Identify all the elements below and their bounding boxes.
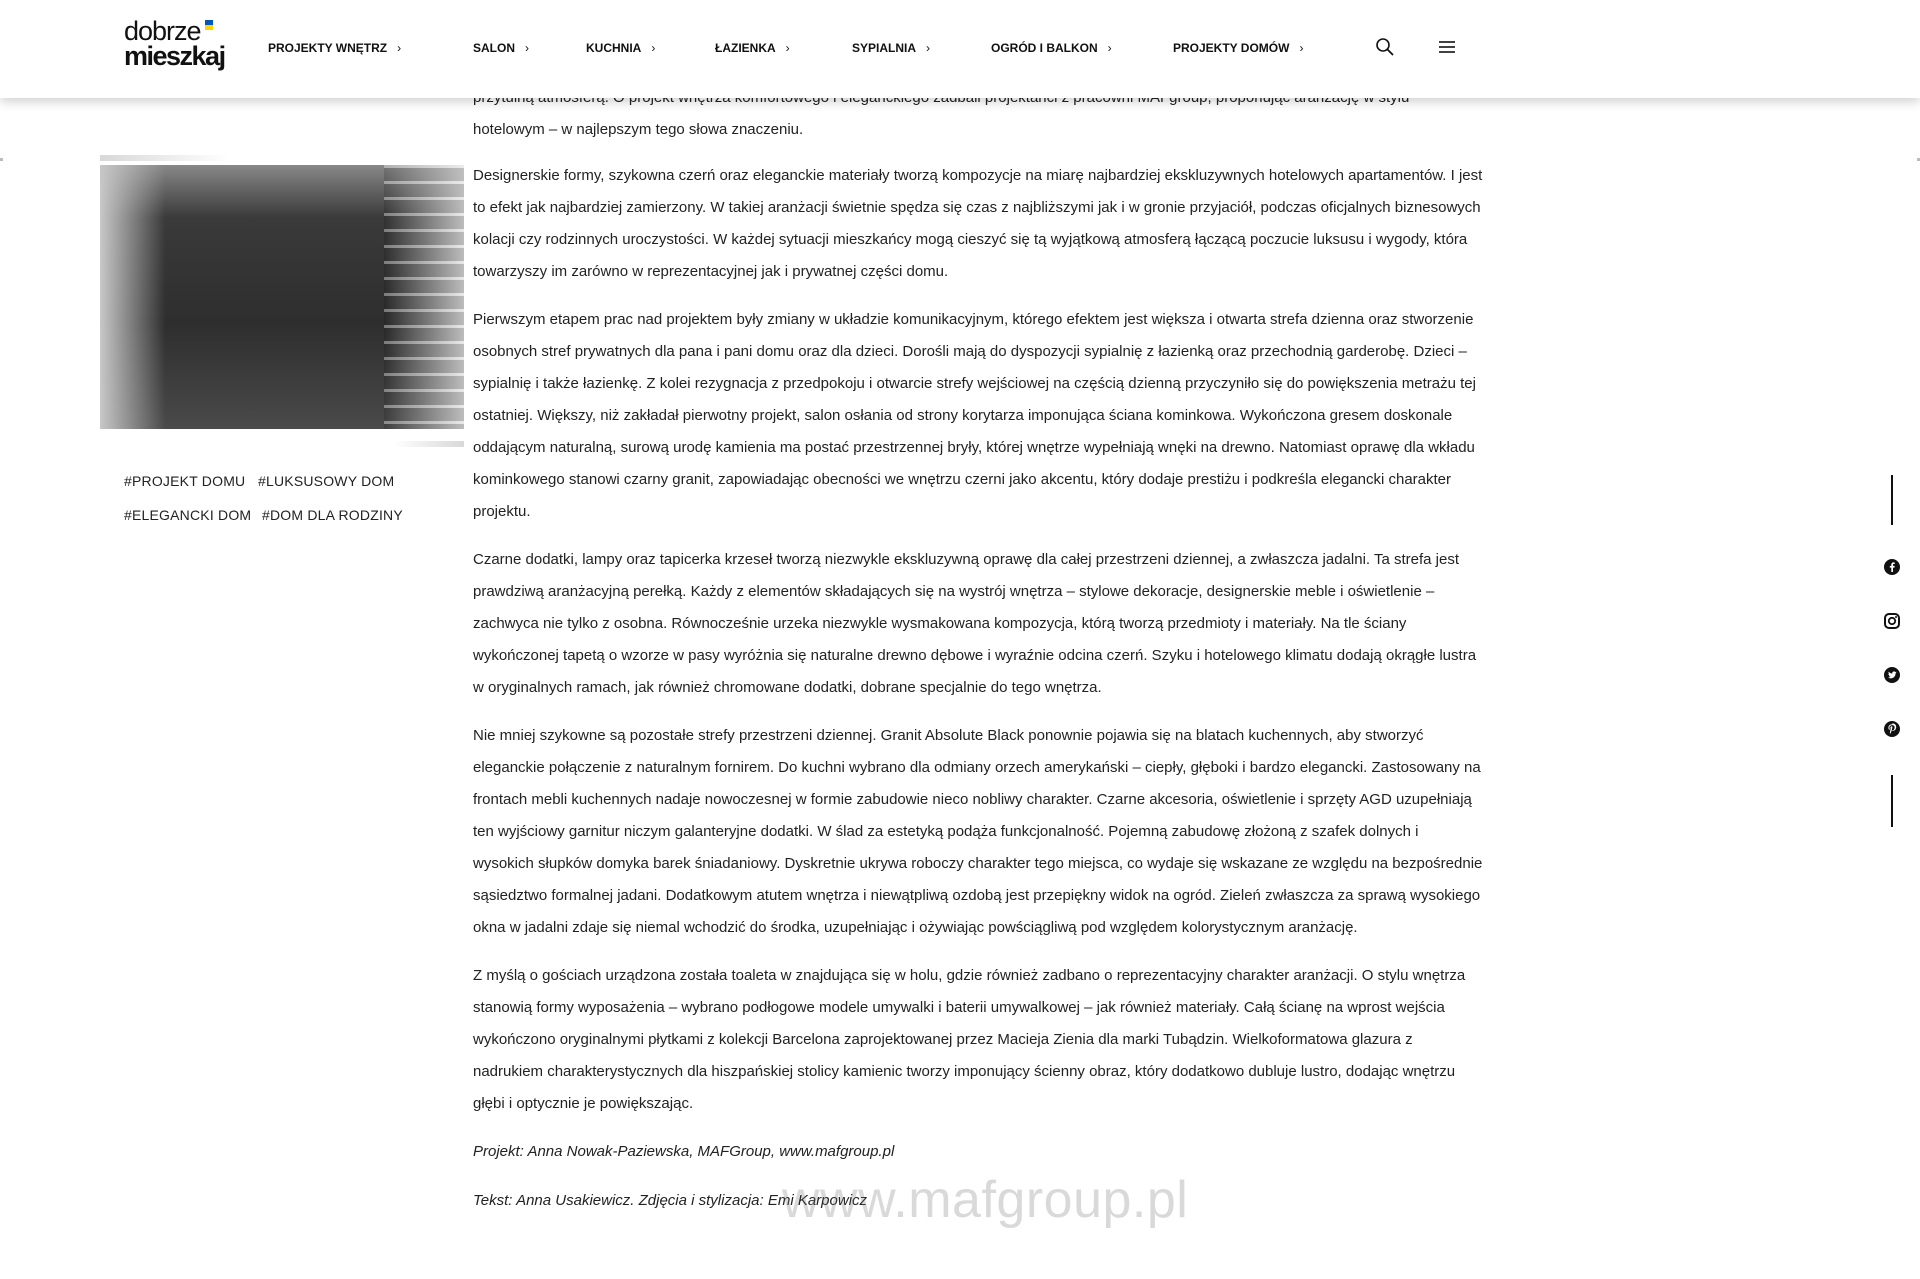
nav-label: PROJEKTY DOMÓW (1173, 41, 1290, 55)
image-striped-wallpaper (384, 165, 464, 429)
facebook-icon[interactable] (1883, 558, 1901, 576)
credit-text: Tekst: Anna Usakiewicz. Zdjęcia i stylizacja: Emi Karpowicz (473, 1192, 868, 1209)
nav-salon[interactable] (473, 38, 529, 58)
logo-line-2: mieszkaj (124, 41, 225, 71)
nav-label: OGRÓD I BALKON (991, 41, 1098, 55)
chevron-right-icon: › (926, 41, 931, 55)
article-paragraph: Pierwszym etapem prac nad projektem były zmiany w układzie komunikacyjnym, którego efektem jest większa i otwarta strefa dzienna oraz stworzenie osobnych stref prywatnych dla pana i pani domu oraz dla dzieci. Dorośli mają do dyspozycji sypialnię z łazienką oraz przechodnią garderobę. Dzieci – sypialnię i także łazienkę. Z kolei rezygnacja z przedpokoju i otwarcie strefy wejściowej na częścią dzienną przyczyniło się do powiększenia metrażu tej ostatniej. Większy, niż zakładał pierwotny projekt, salon osłania od strony korytarza imponująca ściana kominkowa. Wykończona gresem doskonale oddającym naturalną, surową urodę kamienia ma postać przestrzennej bryły, której wnętrze wypełniają wnęki na drewno. Natomiast oprawę dla wkładu kominkowego stanowi czarny granit, zapowiadając obecności we wnętrzu czerni jako akcentu, który dodaje prestiżu i podkreśla elegancki charakter projektu. (473, 311, 1476, 520)
search-icon[interactable] (1374, 36, 1396, 58)
social-rail-line-bottom (1891, 775, 1893, 827)
article-paragraph-top: hotelowym – w najlepszym tego słowa znaczeniu. (473, 121, 804, 138)
article-paragraph: Designerskie formy, szykowna czerń oraz eleganckie materiały tworzą kompozycje na miarę najbardziej ekskluzywnych hotelowych apartamentów. I jest to efekt jak najbardziej zamierzony. W takiej aranżacji świetnie spędza się czas z najbliższymi jak i w gronie przyjaciół, podczas oficjalnych biznesowych kolacji czy rodzinnych uroczystości. W każdej sytuacji mieszkańcy mogą cieszyć się tą wyjątkową atmosferą łączącą poczucie luksusu i wygody, która towarzyszy im zarówno w reprezentacyjnej jak i prywatnej części domu. (473, 167, 1483, 280)
pinterest-icon[interactable] (1883, 720, 1901, 738)
nav-kuchnia[interactable] (586, 38, 655, 58)
article-paragraph: Nie mniej szykowne są pozostałe strefy przestrzeni dziennej. Granit Absolute Black ponownie pojawia się na blatach kuchennych, aby stworzyć eleganckie połączenie z naturalnym fornirem. Do kuchni wybrano dla odmiany orzech amerykański – ciepły, głęboki i bardzo elegancki. Zastosowany na frontach mebli kuchennych nadaje nowoczesnej w formie zabudowie nieco nobliwy charakter. Czarne akcesoria, oświetlenie i sprzęty AGD uzupełniają ten wyjściowy garnitur niczym galanteryjne dodatki. W ślad za estetyką podąża funkcjonalność. Pojemną zabudowę złożoną z szafek dolnych i wysokich słupków domyka barek śniadaniowy. Dyskretnie ukrywa roboczy charakter tego miejsca, co wydaje się wskazane ze względu na bezpośrednie sąsiedztwo formalnej jadani. Dodatkowym atutem wnętrza i niewątpliwą ozdobą jest przepiękny widok na ogród. Zieleń zwłaszcza za sprawą wysokiego okna w jadalni zdaje się niemal wchodzić do środka, uzupełniając i ożywiając powściągliwą pod względem kolorystycznym aranżację. (473, 727, 1483, 936)
nav-projekty-domow[interactable] (1173, 38, 1303, 58)
logo-line-1: dobrze (124, 16, 201, 46)
social-rail-line-top (1891, 475, 1893, 525)
chevron-right-icon: › (785, 41, 790, 55)
nav-projekty-wnetrz[interactable] (268, 38, 401, 58)
chevron-right-icon: › (651, 41, 656, 55)
chevron-right-icon: › (1299, 41, 1304, 55)
tag-elegancki-dom[interactable]: #ELEGANCKI DOM (124, 507, 252, 523)
tag-projekt-domu[interactable]: #PROJEKT DOMU (124, 473, 246, 489)
nav-label: ŁAZIENKA (715, 41, 776, 55)
hamburger-menu-icon[interactable] (1436, 36, 1458, 58)
site-logo[interactable] (124, 16, 225, 72)
edge-marker-left (0, 158, 3, 161)
article-paragraph: Z myślą o gościach urządzona została toaleta w znajdująca się w holu, gdzie również zadbano o reprezentacyjny charakter aranżacji. O stylu wnętrza stanowią formy wyposażenia – wybrano podłogowe modele umywalki i baterii umywalkowej – jak również materiały. Całą ścianę na wprost wejścia wykończono oryginalnymi płytkami z kolekcji Barcelona zaprojektowanej przez Macieja Zienia dla marki Tubądzin. Wielkoformatowa glazura z nadrukiem charakterystycznych dla hiszpańskiej stolicy kamienic tworzy imponujący ścienny obraz, który dodatkowo dubluje lustro, dodając wnętrzu głębi i optycznie je powiększając. (473, 967, 1466, 1112)
article-image[interactable] (100, 155, 464, 445)
twitter-icon[interactable] (1883, 666, 1901, 684)
nav-label: SYPIALNIA (852, 41, 917, 55)
nav-label: SALON (473, 41, 515, 55)
article-paragraph: Czarne dodatki, lampy oraz tapicerka krzeseł tworzą niezwykle ekskluzywną oprawę dla całej przestrzeni dziennej, a zwłaszcza jadalni. Ta strefa jest prawdziwą aranżacyjną perełką. Każdy z elementów składających się na wystrój wnętrza – stylowe dekoracje, designerskie meble i oświetlenie – zachwyca nie tylko z osobna. Równocześnie urzeka niezwykle wysmakowana kompozycja, którą tworzą przedmioty i materiały. Na tle ściany wykończonej tapetą o wzorze w pasy wyróżnia się naturalne drewno dębowe i wyraźnie odcina czerń. Szyku i hotelowego klimatu dodają okrągłe lustra w oryginalnych ramach, jak również chromowane dodatki, dobrane specjalnie do tego wnętrza. (473, 551, 1477, 696)
chevron-right-icon: › (1107, 41, 1112, 55)
credit-project: Projekt: Anna Nowak-Paziewska, MAFGroup, www.mafgroup.pl (473, 1143, 895, 1160)
article-body (473, 160, 1483, 1234)
tag-luksusowy-dom[interactable]: #LUKSUSOWY DOM (258, 473, 395, 489)
chevron-right-icon: › (525, 41, 529, 55)
chevron-right-icon: › (397, 41, 402, 55)
logo-flag-accent (205, 20, 213, 30)
nav-label: KUCHNIA (586, 41, 642, 55)
nav-label: PROJEKTY WNĘTRZ (268, 41, 388, 55)
site-header (0, 0, 1920, 98)
tag-dom-dla-rodziny[interactable]: #DOM DLA RODZINY (262, 507, 403, 523)
image-top-edge (100, 155, 230, 161)
nav-ogrod-i-balkon[interactable] (991, 38, 1112, 58)
instagram-icon[interactable] (1883, 612, 1901, 630)
nav-sypialnia[interactable] (852, 38, 930, 58)
watermark: www.mafgroup.pl (782, 1171, 1189, 1229)
image-bottom-edge (394, 441, 464, 447)
nav-lazienka[interactable] (715, 38, 790, 58)
